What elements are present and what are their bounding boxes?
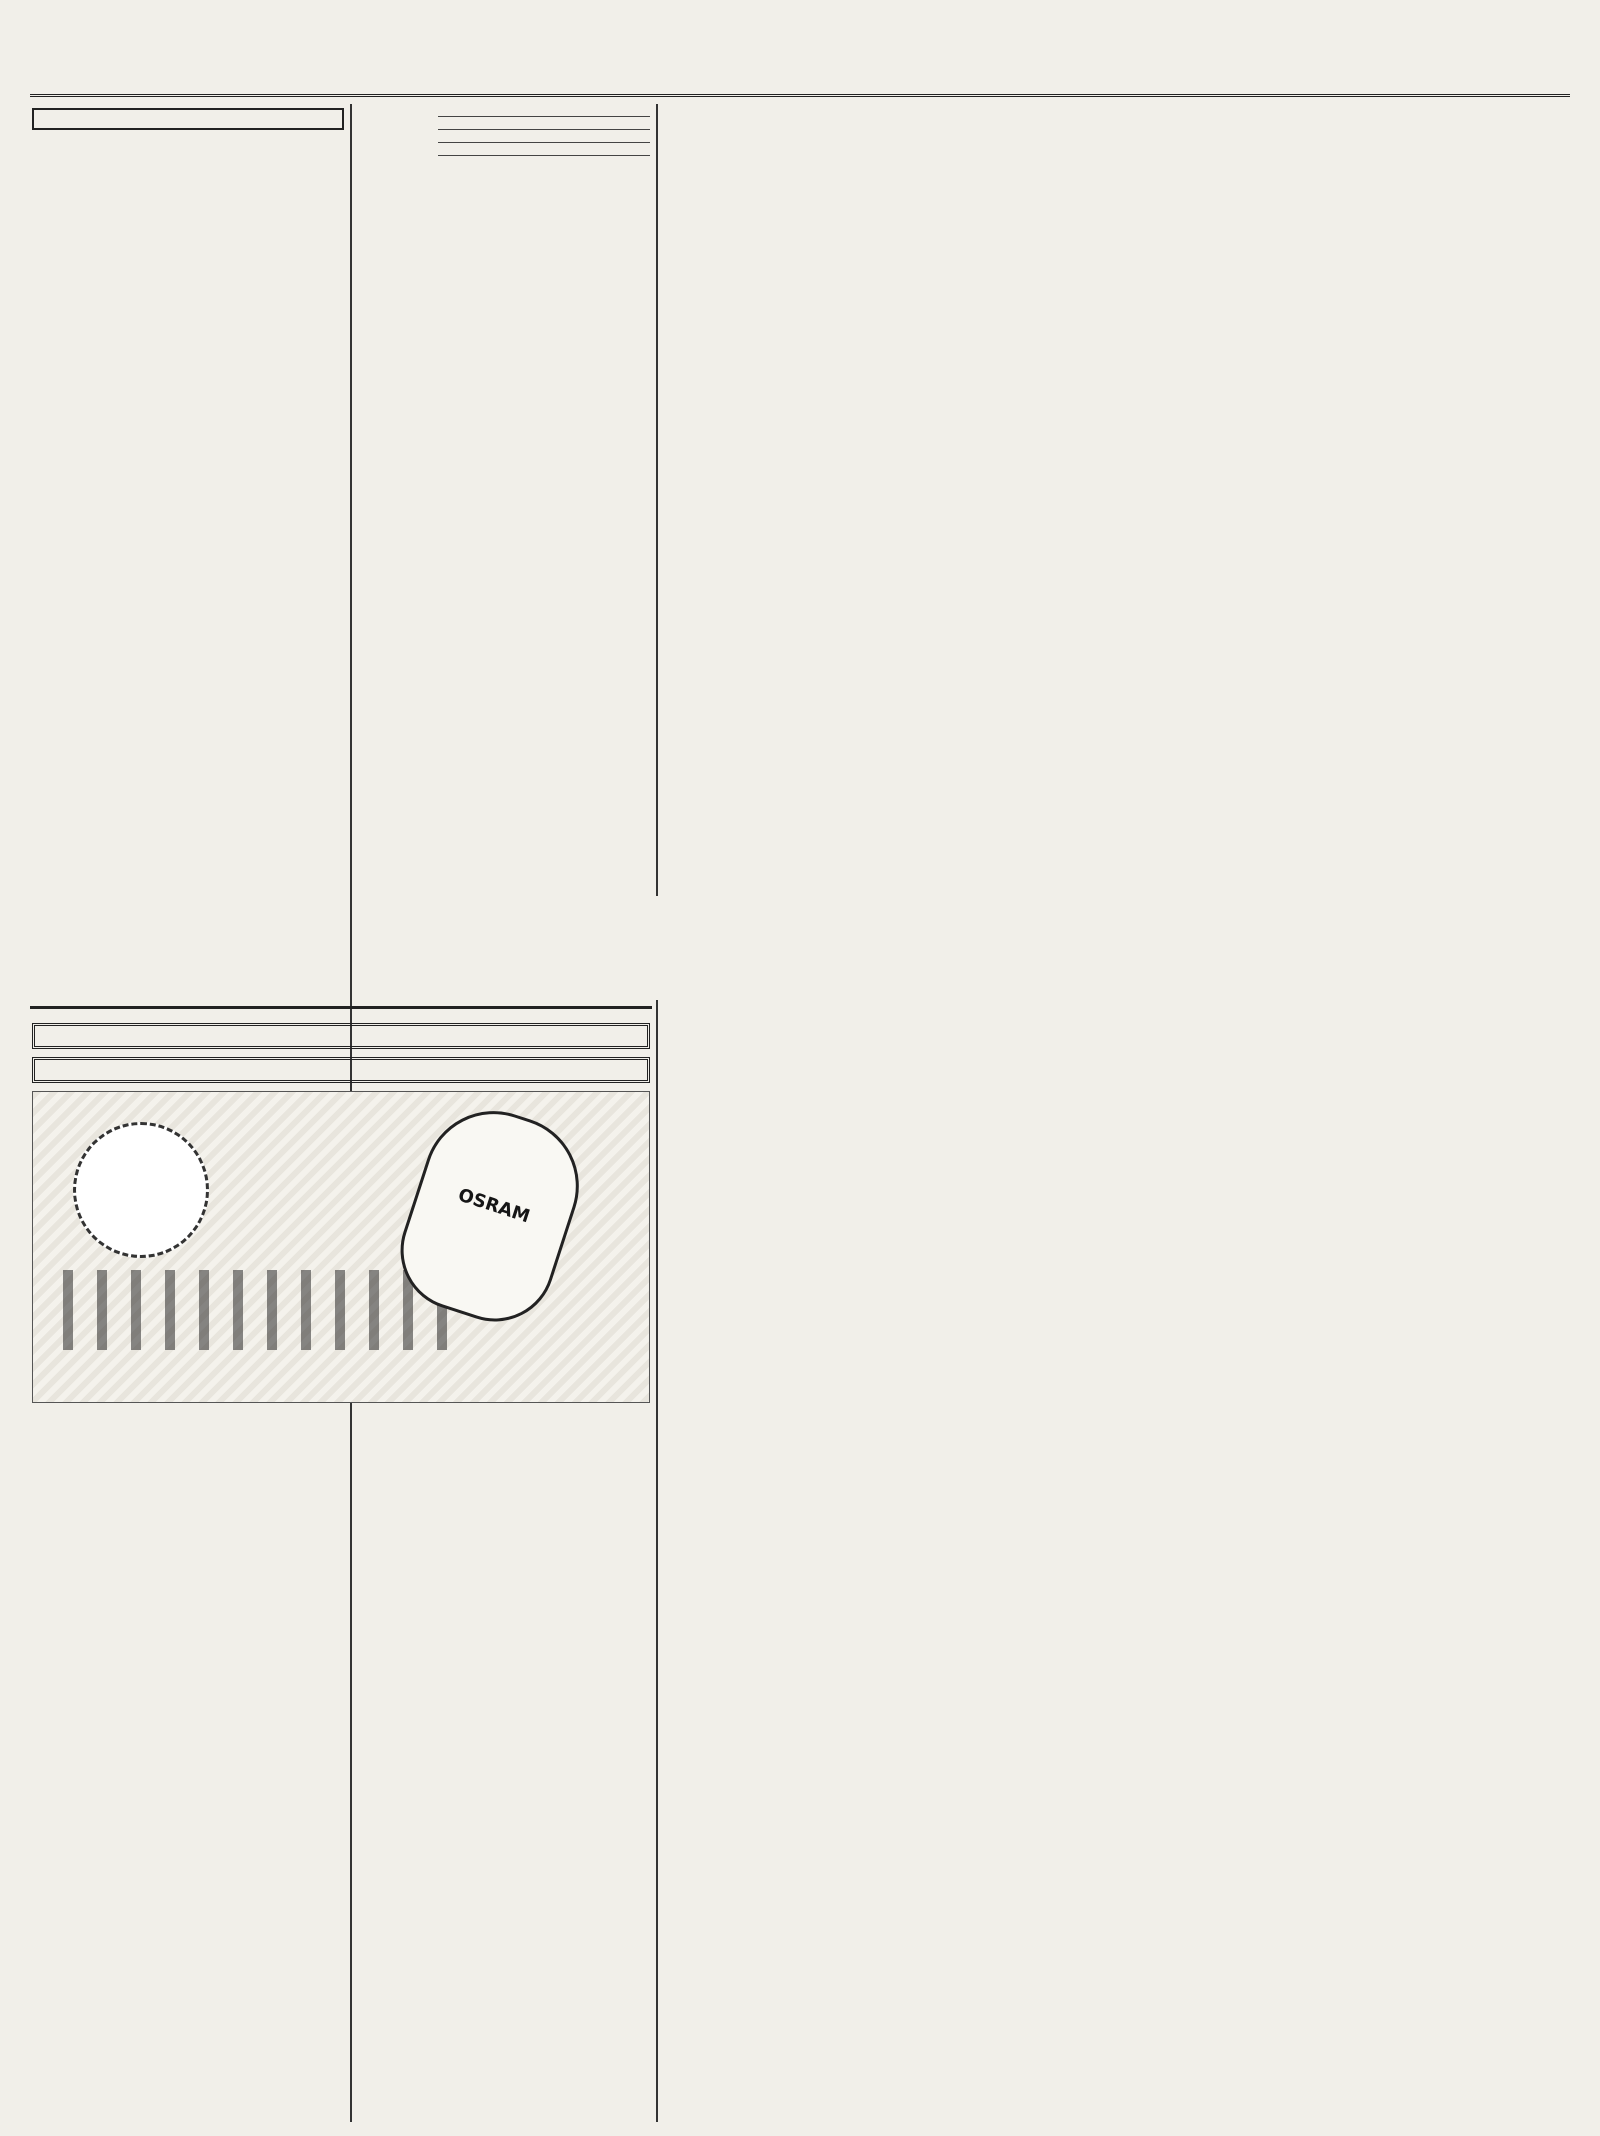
divider xyxy=(438,129,650,130)
divider xyxy=(438,155,650,156)
column-announcements xyxy=(438,104,650,2122)
sun-icon xyxy=(73,1122,209,1258)
lightbulb-icon: OSRAM xyxy=(385,1093,597,1337)
figures-graphic xyxy=(63,1270,469,1350)
divider xyxy=(438,142,650,143)
column-rule xyxy=(656,1000,658,2122)
divider xyxy=(438,116,650,117)
section-header-box xyxy=(32,108,344,130)
masthead xyxy=(30,64,1570,97)
column-rule xyxy=(656,104,658,896)
